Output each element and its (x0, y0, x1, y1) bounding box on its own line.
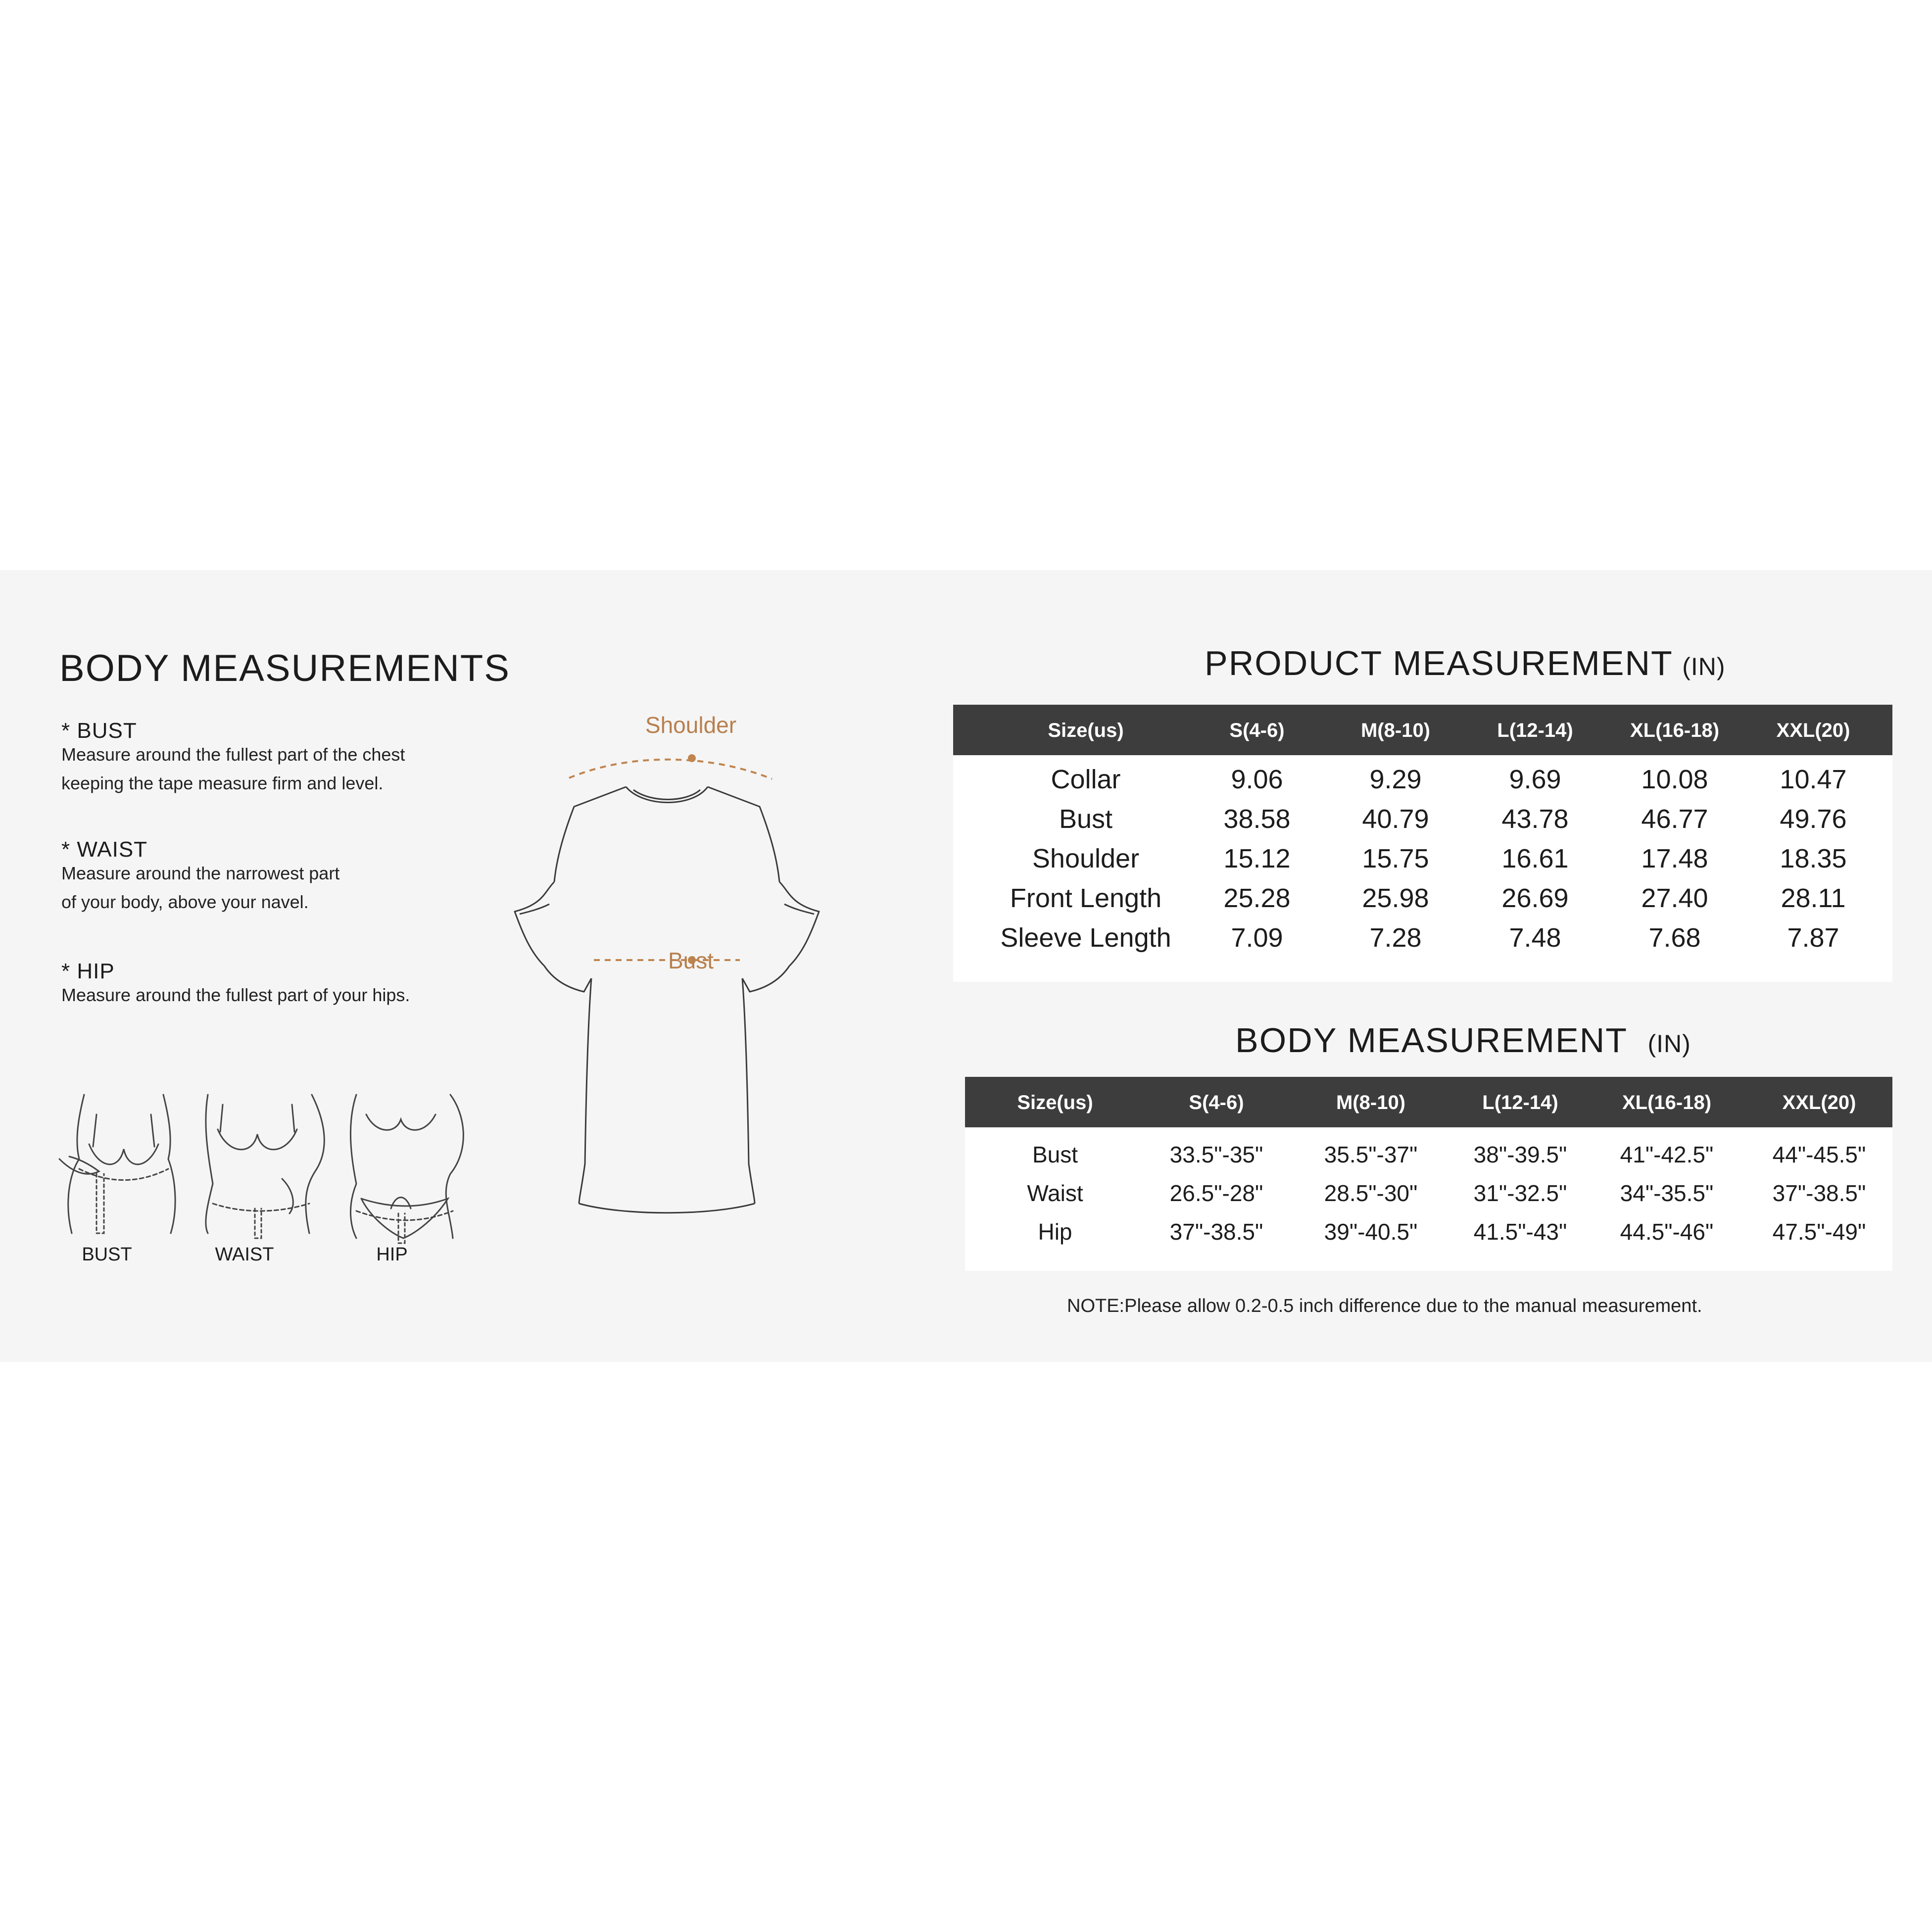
product-header-xl: XL(16-18) (1630, 720, 1720, 741)
product-cell: 10.47 (1780, 765, 1847, 794)
product-cell: 49.76 (1780, 804, 1847, 834)
body-cell: 38"-39.5" (1473, 1142, 1567, 1167)
product-cell: 7.09 (1231, 923, 1283, 953)
body-measurements-title: BODY MEASUREMENTS (59, 647, 510, 689)
product-cell: 7.28 (1369, 923, 1422, 953)
waist-desc-line-2: of your body, above your navel. (61, 892, 309, 912)
product-header-size: Size(us) (1048, 720, 1124, 741)
product-cell: 46.77 (1641, 804, 1708, 834)
hip-figure-icon (350, 1095, 463, 1243)
product-cell: 38.58 (1223, 804, 1291, 834)
body-cell: 33.5"-35" (1169, 1142, 1263, 1167)
product-measurement-title: PRODUCT MEASUREMENT (1205, 644, 1673, 682)
product-header-s: S(4-6) (1229, 720, 1285, 741)
bust-label: Bust (668, 948, 714, 973)
product-cell: 40.79 (1362, 804, 1429, 834)
shoulder-label: Shoulder (645, 712, 737, 738)
body-header-xxl: XXL(20) (1782, 1092, 1856, 1113)
body-cell: 41"-42.5" (1620, 1142, 1714, 1167)
tshirt-diagram (500, 733, 886, 1218)
product-row-label: Collar (1051, 765, 1121, 794)
product-cell: 7.87 (1787, 923, 1839, 953)
body-table-header (965, 1077, 1892, 1127)
bust-heading: * BUST (61, 719, 137, 743)
body-header-m: M(8-10) (1336, 1092, 1406, 1113)
product-cell: 25.28 (1223, 883, 1291, 913)
product-row-label: Shoulder (1032, 844, 1140, 873)
product-header-l: L(12-14) (1497, 720, 1573, 741)
product-header-xxl: XXL(20) (1776, 720, 1850, 741)
product-cell: 10.08 (1641, 765, 1708, 794)
product-measurement-unit: (IN) (1682, 653, 1726, 680)
product-cell: 15.12 (1223, 844, 1291, 873)
body-cell: 37"-38.5" (1772, 1180, 1866, 1206)
product-cell: 26.69 (1501, 883, 1569, 913)
body-measurement-title: BODY MEASUREMENT (1235, 1021, 1628, 1060)
product-cell: 7.68 (1648, 923, 1701, 953)
body-measurement-heading (1235, 1020, 1691, 1060)
waist-figure-label: WAIST (215, 1244, 274, 1265)
product-row-label: Front Length (1010, 883, 1162, 913)
body-header-size: Size(us) (1017, 1092, 1093, 1113)
body-cell: 41.5"-43" (1473, 1219, 1567, 1245)
product-row-label: Bust (1059, 804, 1113, 834)
waist-instruction (61, 837, 339, 917)
product-table-body (953, 755, 1892, 982)
bust-instruction (61, 719, 405, 798)
hip-figure-label: HIP (376, 1244, 408, 1265)
product-measurement-heading (1205, 643, 1726, 683)
body-row-label: Hip (1038, 1219, 1072, 1245)
body-cell: 44.5"-46" (1620, 1219, 1714, 1245)
body-header-s: S(4-6) (1189, 1092, 1244, 1113)
body-cell: 34"-35.5" (1620, 1180, 1714, 1206)
waist-desc-line-1: Measure around the narrowest part (61, 863, 340, 883)
body-header-xl: XL(16-18) (1622, 1092, 1712, 1113)
product-row-label: Sleeve Length (1000, 923, 1171, 953)
product-cell: 15.75 (1362, 844, 1429, 873)
body-cell: 47.5"-49" (1772, 1219, 1866, 1245)
product-cell: 9.69 (1509, 765, 1561, 794)
body-cell: 31"-32.5" (1473, 1180, 1567, 1206)
product-cell: 16.61 (1501, 844, 1569, 873)
body-cell: 28.5"-30" (1324, 1180, 1418, 1206)
body-cell: 44"-45.5" (1772, 1142, 1866, 1167)
waist-heading: * WAIST (61, 837, 148, 862)
product-cell: 9.06 (1231, 765, 1283, 794)
product-cell: 18.35 (1780, 844, 1847, 873)
hip-instruction (61, 959, 410, 1010)
product-cell: 43.78 (1501, 804, 1569, 834)
body-table-body (965, 1127, 1892, 1271)
waist-figure-icon (206, 1095, 324, 1238)
measurement-note: NOTE:Please allow 0.2-0.5 inch difference due to the manual measurement. (1067, 1296, 1702, 1316)
product-cell: 25.98 (1362, 883, 1429, 913)
size-chart-panel (0, 570, 1932, 1362)
body-header-l: L(12-14) (1482, 1092, 1558, 1113)
body-figures-illustration (49, 1085, 475, 1322)
body-row-label: Bust (1032, 1142, 1078, 1167)
bust-desc-line-1: Measure around the fullest part of the chest (61, 744, 405, 765)
hip-heading: * HIP (61, 959, 115, 983)
hip-desc-line-1: Measure around the fullest part of your hips. (61, 985, 410, 1005)
body-cell: 39"-40.5" (1324, 1219, 1418, 1245)
product-cell: 17.48 (1641, 844, 1708, 873)
bust-figure-icon (59, 1095, 175, 1233)
product-cell: 27.40 (1641, 883, 1708, 913)
body-cell: 26.5"-28" (1169, 1180, 1263, 1206)
body-cell: 37"-38.5" (1169, 1219, 1263, 1245)
body-measurement-unit: (IN) (1647, 1030, 1691, 1058)
bust-desc-line-2: keeping the tape measure firm and level. (61, 773, 384, 793)
bust-figure-label: BUST (82, 1244, 132, 1265)
product-cell: 7.48 (1509, 923, 1561, 953)
body-cell: 35.5"-37" (1324, 1142, 1418, 1167)
body-row-label: Waist (1027, 1180, 1083, 1206)
product-table-header (953, 705, 1892, 755)
product-cell: 9.29 (1369, 765, 1422, 794)
product-header-m: M(8-10) (1360, 720, 1431, 741)
product-cell: 28.11 (1781, 883, 1846, 913)
